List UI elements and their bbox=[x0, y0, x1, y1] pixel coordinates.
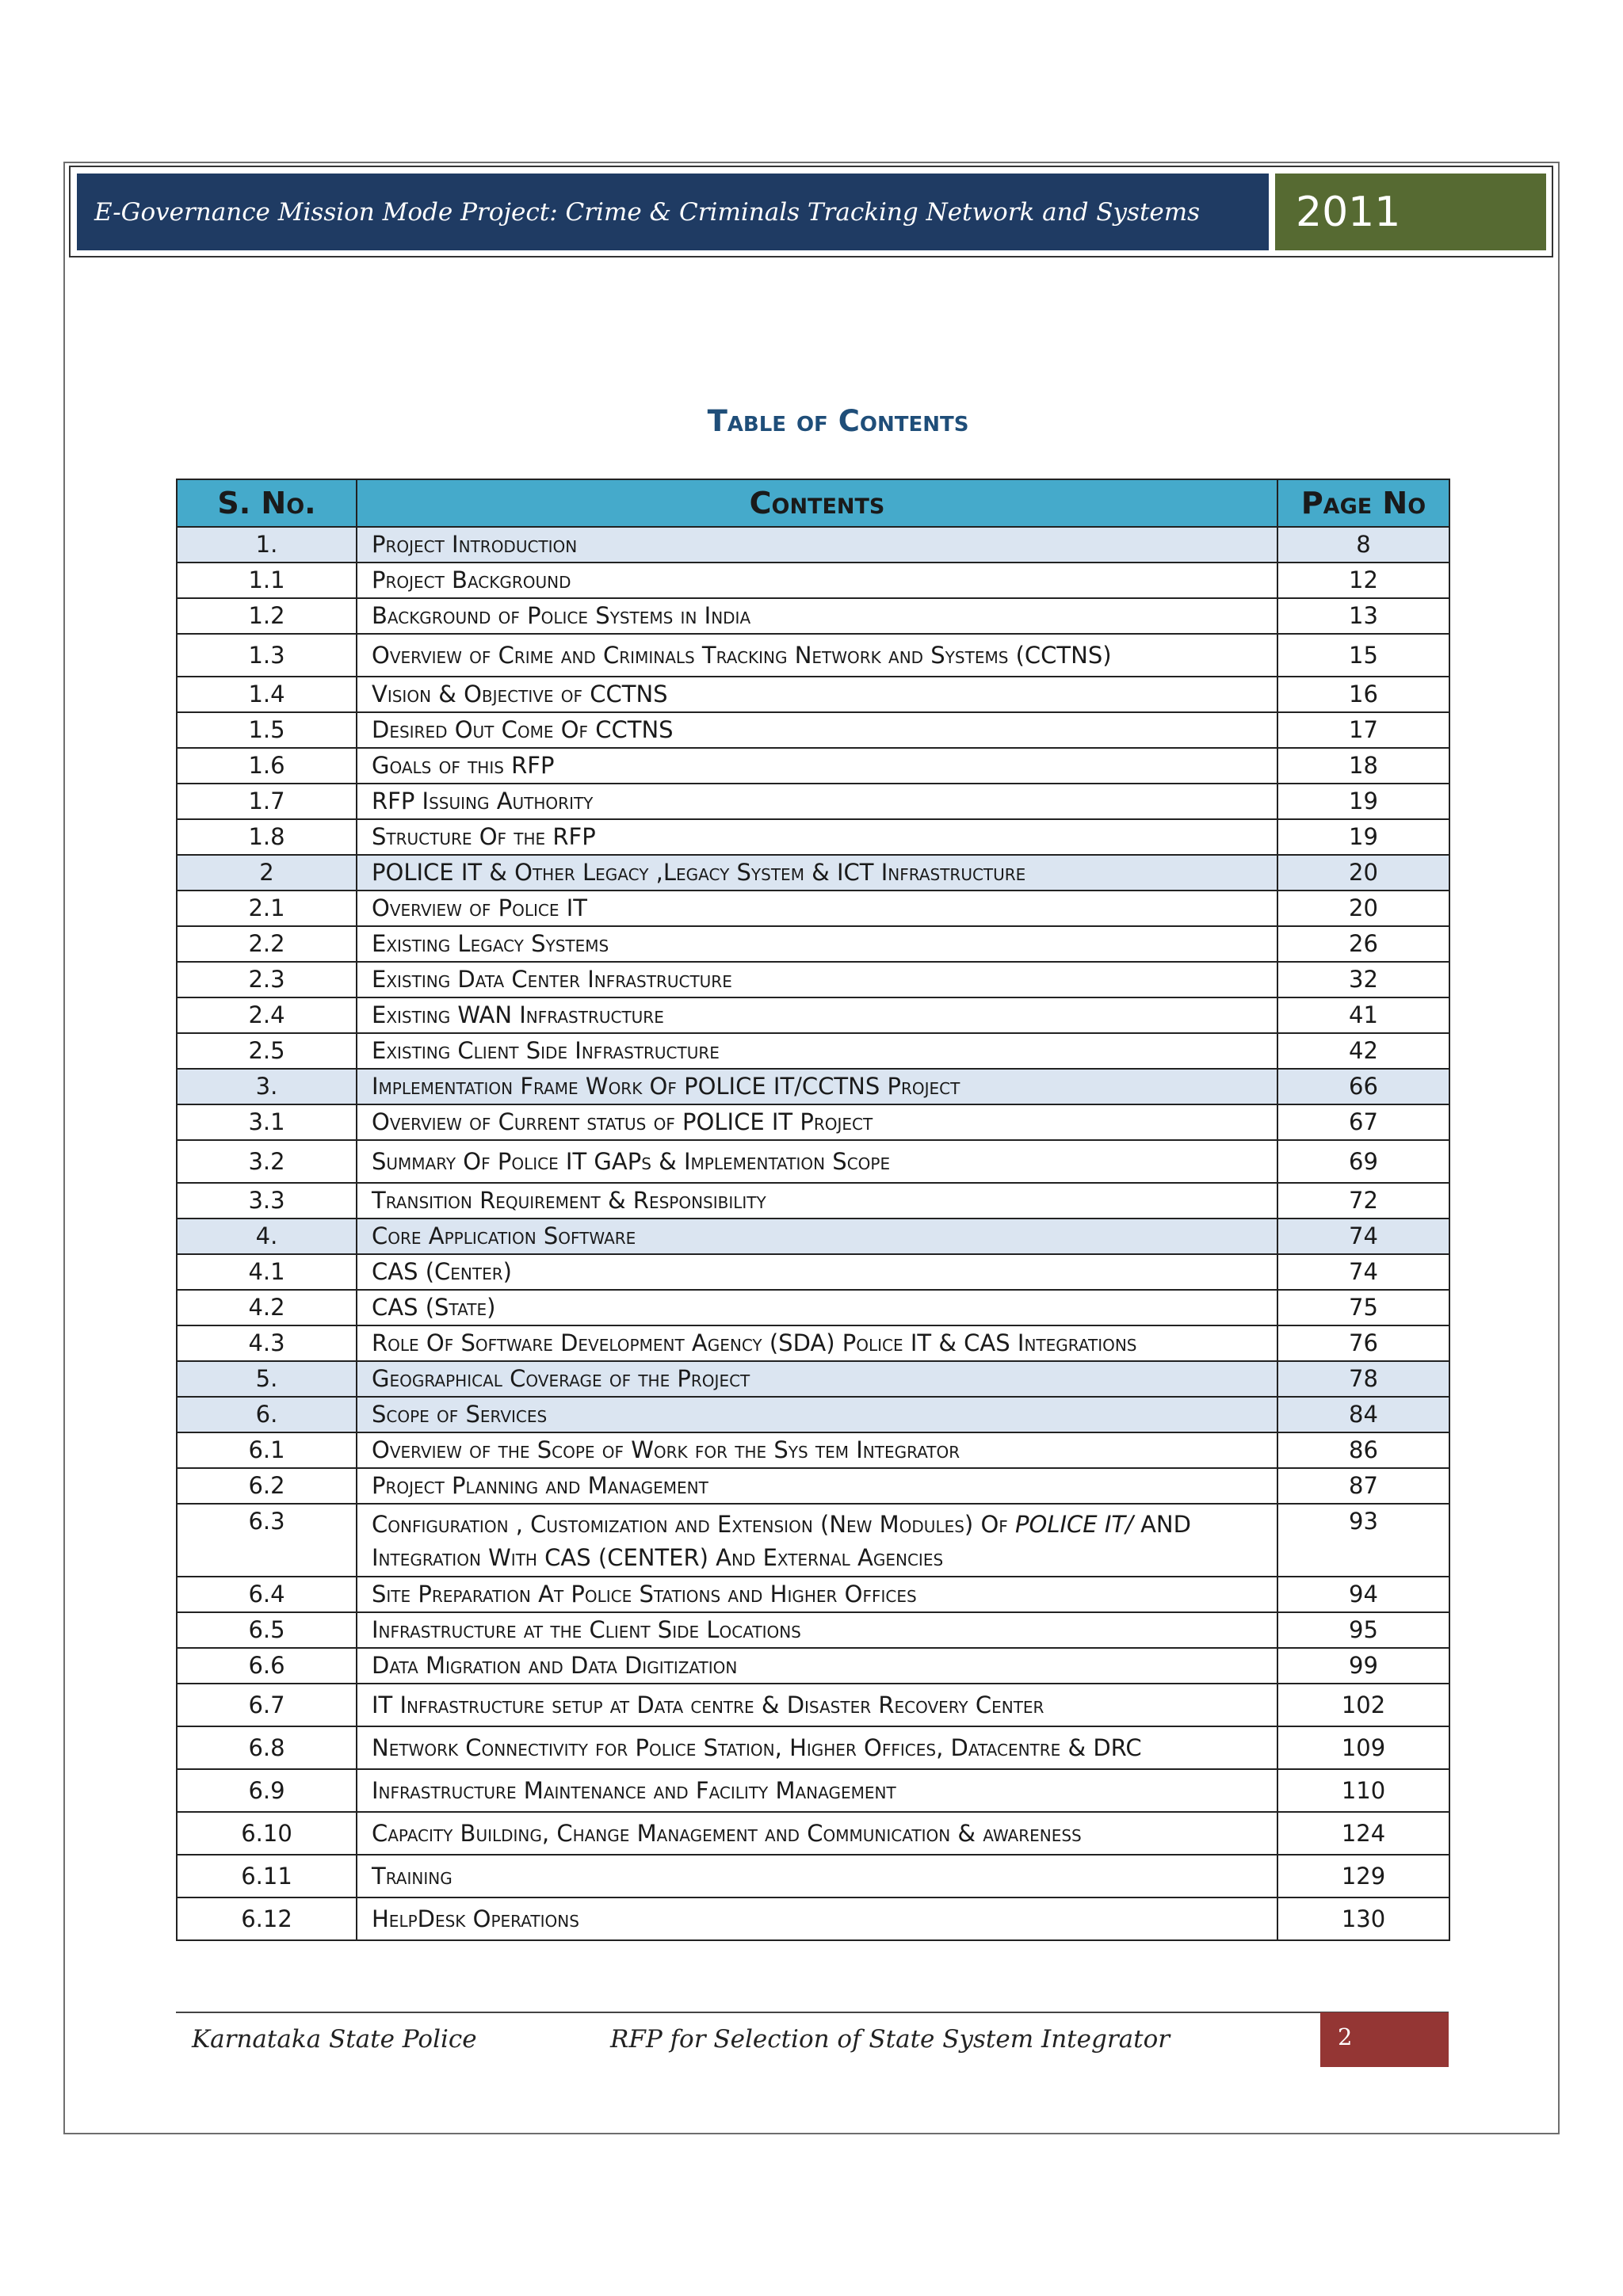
toc-row bbox=[177, 634, 1449, 677]
toc-row-page: 75 bbox=[1277, 1290, 1449, 1325]
toc-row-page: 15 bbox=[1277, 634, 1449, 677]
toc-row-page: 99 bbox=[1277, 1648, 1449, 1684]
toc-row-page: 19 bbox=[1277, 784, 1449, 819]
toc-row bbox=[177, 1140, 1449, 1183]
toc-table bbox=[176, 479, 1450, 1941]
toc-row-page: 13 bbox=[1277, 598, 1449, 634]
toc-row-page: 130 bbox=[1277, 1897, 1449, 1940]
toc-row-number: 6.8 bbox=[177, 1726, 357, 1769]
toc-row-title: Overview of the Scope of Work for the Sys tem Integrator bbox=[357, 1432, 1277, 1468]
toc-row bbox=[177, 1069, 1449, 1104]
toc-row bbox=[177, 527, 1449, 563]
header-year: 2011 bbox=[1296, 188, 1401, 236]
toc-row-title: Existing Client Side Infrastructure bbox=[357, 1033, 1277, 1069]
footer-divider bbox=[176, 2012, 1449, 2013]
toc-row-page: 74 bbox=[1277, 1219, 1449, 1254]
toc-row bbox=[177, 1033, 1449, 1069]
toc-row-number: 6.5 bbox=[177, 1612, 357, 1648]
toc-row-title: POLICE IT & Other Legacy ,Legacy System & ICT Infrastructure bbox=[357, 855, 1277, 891]
toc-row-page: 129 bbox=[1277, 1855, 1449, 1897]
toc-row-number: 3.3 bbox=[177, 1183, 357, 1219]
toc-row-title-part: AND Integration With CAS (CENTER) And External Agencies bbox=[372, 1511, 1191, 1572]
toc-row-title: Structure Of the RFP bbox=[357, 819, 1277, 855]
toc-row-number: 6.9 bbox=[177, 1769, 357, 1812]
toc-row bbox=[177, 1684, 1449, 1726]
toc-row-page: 16 bbox=[1277, 677, 1449, 712]
toc-row-title: Project Planning and Management bbox=[357, 1468, 1277, 1504]
toc-row-number: 2.5 bbox=[177, 1033, 357, 1069]
toc-row bbox=[177, 1361, 1449, 1397]
footer-document-title: RFP for Selection of State System Integrator bbox=[610, 2025, 1170, 2054]
toc-row-page: 86 bbox=[1277, 1432, 1449, 1468]
toc-row-number: 1.8 bbox=[177, 819, 357, 855]
toc-row bbox=[177, 926, 1449, 962]
toc-row bbox=[177, 1855, 1449, 1897]
toc-row-number: 2.1 bbox=[177, 891, 357, 926]
toc-row-page: 72 bbox=[1277, 1183, 1449, 1219]
toc-row-page: 20 bbox=[1277, 855, 1449, 891]
toc-row-number: 2 bbox=[177, 855, 357, 891]
toc-row-number: 4. bbox=[177, 1219, 357, 1254]
toc-row-title: Project Background bbox=[357, 563, 1277, 598]
footer-page-box bbox=[1320, 2012, 1449, 2067]
toc-row bbox=[177, 712, 1449, 748]
toc-row-title bbox=[357, 1504, 1277, 1577]
toc-row-title: CAS (Center) bbox=[357, 1254, 1277, 1290]
toc-row-title: Transition Requirement & Responsibility bbox=[357, 1183, 1277, 1219]
toc-row-title: Existing Legacy Systems bbox=[357, 926, 1277, 962]
toc-row-page: 76 bbox=[1277, 1325, 1449, 1361]
toc-row-number: 3. bbox=[177, 1069, 357, 1104]
toc-row-title: Goals of this RFP bbox=[357, 748, 1277, 784]
toc-row-title: Geographical Coverage of the Project bbox=[357, 1361, 1277, 1397]
toc-row-title: Site Preparation At Police Stations and Higher Offices bbox=[357, 1577, 1277, 1612]
toc-title: Table of Contents bbox=[707, 404, 969, 438]
toc-row-number: 6.10 bbox=[177, 1812, 357, 1855]
toc-row bbox=[177, 962, 1449, 997]
toc-row-page: 87 bbox=[1277, 1468, 1449, 1504]
toc-row-title: Project Introduction bbox=[357, 527, 1277, 563]
toc-row-page: 109 bbox=[1277, 1726, 1449, 1769]
toc-row bbox=[177, 819, 1449, 855]
toc-row-number: 4.3 bbox=[177, 1325, 357, 1361]
toc-row bbox=[177, 1726, 1449, 1769]
toc-row-page: 78 bbox=[1277, 1361, 1449, 1397]
toc-row bbox=[177, 598, 1449, 634]
toc-row-number: 6.6 bbox=[177, 1648, 357, 1684]
toc-row bbox=[177, 1504, 1449, 1577]
toc-row-number: 3.1 bbox=[177, 1104, 357, 1140]
toc-row-number: 1.7 bbox=[177, 784, 357, 819]
col-sno-header: S. No. bbox=[177, 479, 357, 527]
toc-row-page: 20 bbox=[1277, 891, 1449, 926]
toc-row-title: Implementation Frame Work Of POLICE IT/CCTNS Project bbox=[357, 1069, 1277, 1104]
toc-row-title: Infrastructure at the Client Side Locations bbox=[357, 1612, 1277, 1648]
toc-row-title: Summary Of Police IT GAPs & Implementation Scope bbox=[357, 1140, 1277, 1183]
toc-row-page: 32 bbox=[1277, 962, 1449, 997]
toc-row-number: 1. bbox=[177, 527, 357, 563]
toc-row-title: Overview of Current status of POLICE IT Project bbox=[357, 1104, 1277, 1140]
toc-row-number: 3.2 bbox=[177, 1140, 357, 1183]
toc-row-page: 69 bbox=[1277, 1140, 1449, 1183]
toc-row-page: 124 bbox=[1277, 1812, 1449, 1855]
toc-row-title: CAS (State) bbox=[357, 1290, 1277, 1325]
toc-row-number: 6.1 bbox=[177, 1432, 357, 1468]
toc-row-page: 19 bbox=[1277, 819, 1449, 855]
toc-row bbox=[177, 1254, 1449, 1290]
toc-row bbox=[177, 784, 1449, 819]
toc-row-number: 4.1 bbox=[177, 1254, 357, 1290]
toc-row-title: Infrastructure Maintenance and Facility Management bbox=[357, 1769, 1277, 1812]
toc-header-row bbox=[177, 479, 1449, 527]
toc-row bbox=[177, 748, 1449, 784]
footer-page-number: 2 bbox=[1338, 2023, 1353, 2050]
toc-row-page: 66 bbox=[1277, 1069, 1449, 1104]
toc-row-number: 1.2 bbox=[177, 598, 357, 634]
toc-row bbox=[177, 1104, 1449, 1140]
header-title-box bbox=[77, 174, 1269, 250]
toc-row-title: Scope of Services bbox=[357, 1397, 1277, 1432]
toc-row-number: 1.3 bbox=[177, 634, 357, 677]
col-contents-header: Contents bbox=[357, 479, 1277, 527]
toc-row-title: Capacity Building, Change Management and Communication & awareness bbox=[357, 1812, 1277, 1855]
toc-row bbox=[177, 1397, 1449, 1432]
toc-row bbox=[177, 891, 1449, 926]
toc-row-title: RFP Issuing Authority bbox=[357, 784, 1277, 819]
toc-row-number: 6. bbox=[177, 1397, 357, 1432]
toc-row-number: 1.1 bbox=[177, 563, 357, 598]
toc-row-number: 6.3 bbox=[177, 1504, 357, 1577]
toc-row-page: 93 bbox=[1277, 1504, 1449, 1577]
toc-row-page: 67 bbox=[1277, 1104, 1449, 1140]
toc-row bbox=[177, 1290, 1449, 1325]
header-title: E-Governance Mission Mode Project: Crime & Criminals Tracking Network and Systems bbox=[94, 197, 1201, 227]
toc-row-page: 95 bbox=[1277, 1612, 1449, 1648]
toc-row bbox=[177, 563, 1449, 598]
toc-row-title: Training bbox=[357, 1855, 1277, 1897]
toc-row bbox=[177, 677, 1449, 712]
toc-row-title: Data Migration and Data Digitization bbox=[357, 1648, 1277, 1684]
toc-row-page: 110 bbox=[1277, 1769, 1449, 1812]
toc-row bbox=[177, 1812, 1449, 1855]
toc-row bbox=[177, 1432, 1449, 1468]
toc-row-number: 4.2 bbox=[177, 1290, 357, 1325]
toc-row-title: Network Connectivity for Police Station, Higher Offices, Datacentre & DRC bbox=[357, 1726, 1277, 1769]
toc-row bbox=[177, 1612, 1449, 1648]
toc-row-number: 2.3 bbox=[177, 962, 357, 997]
toc-row-title: Vision & Objective of CCTNS bbox=[357, 677, 1277, 712]
toc-row-number: 6.11 bbox=[177, 1855, 357, 1897]
toc-row-number: 6.7 bbox=[177, 1684, 357, 1726]
toc-row bbox=[177, 1183, 1449, 1219]
toc-row-number: 6.12 bbox=[177, 1897, 357, 1940]
toc-row-number: 2.4 bbox=[177, 997, 357, 1033]
toc-body bbox=[177, 527, 1449, 1940]
toc-row bbox=[177, 1897, 1449, 1940]
toc-row-page: 26 bbox=[1277, 926, 1449, 962]
toc-row-title: Desired Out Come Of CCTNS bbox=[357, 712, 1277, 748]
toc-row bbox=[177, 1648, 1449, 1684]
toc-row-number: 1.5 bbox=[177, 712, 357, 748]
toc-row-page: 8 bbox=[1277, 527, 1449, 563]
toc-row-page: 102 bbox=[1277, 1684, 1449, 1726]
toc-row-page: 12 bbox=[1277, 563, 1449, 598]
toc-row-title-italic: POLICE IT/ bbox=[1015, 1511, 1133, 1538]
toc-row-number: 6.4 bbox=[177, 1577, 357, 1612]
toc-row-title: HelpDesk Operations bbox=[357, 1897, 1277, 1940]
toc-row bbox=[177, 997, 1449, 1033]
toc-row-page: 84 bbox=[1277, 1397, 1449, 1432]
toc-row-title: Overview of Police IT bbox=[357, 891, 1277, 926]
toc-row-title: Core Application Software bbox=[357, 1219, 1277, 1254]
toc-row-title: Overview of Crime and Criminals Tracking Network and Systems (CCTNS) bbox=[357, 634, 1277, 677]
toc-row-title: Existing Data Center Infrastructure bbox=[357, 962, 1277, 997]
toc-row-number: 2.2 bbox=[177, 926, 357, 962]
toc-row bbox=[177, 1325, 1449, 1361]
toc-row bbox=[177, 1577, 1449, 1612]
toc-row-title: Background of Police Systems in India bbox=[357, 598, 1277, 634]
toc-row-number: 1.6 bbox=[177, 748, 357, 784]
toc-row-number: 1.4 bbox=[177, 677, 357, 712]
toc-row-page: 42 bbox=[1277, 1033, 1449, 1069]
toc-row-page: 17 bbox=[1277, 712, 1449, 748]
toc-row bbox=[177, 1219, 1449, 1254]
toc-row-title: Existing WAN Infrastructure bbox=[357, 997, 1277, 1033]
toc-row bbox=[177, 1468, 1449, 1504]
toc-row-title: Role Of Software Development Agency (SDA) Police IT & CAS Integrations bbox=[357, 1325, 1277, 1361]
toc-row-page: 94 bbox=[1277, 1577, 1449, 1612]
toc-row-title-part: Configuration , Customization and Extension (New Modules) Of bbox=[372, 1511, 1016, 1538]
toc-row-number: 5. bbox=[177, 1361, 357, 1397]
toc-row-number: 6.2 bbox=[177, 1468, 357, 1504]
toc-row-page: 18 bbox=[1277, 748, 1449, 784]
toc-row-title: IT Infrastructure setup at Data centre & Disaster Recovery Center bbox=[357, 1684, 1277, 1726]
footer-organization: Karnataka State Police bbox=[192, 2025, 477, 2054]
toc-row-page: 41 bbox=[1277, 997, 1449, 1033]
toc-row-page: 74 bbox=[1277, 1254, 1449, 1290]
col-page-header: Page No bbox=[1277, 479, 1449, 527]
header-year-box bbox=[1275, 174, 1546, 250]
toc-row bbox=[177, 855, 1449, 891]
toc-row bbox=[177, 1769, 1449, 1812]
